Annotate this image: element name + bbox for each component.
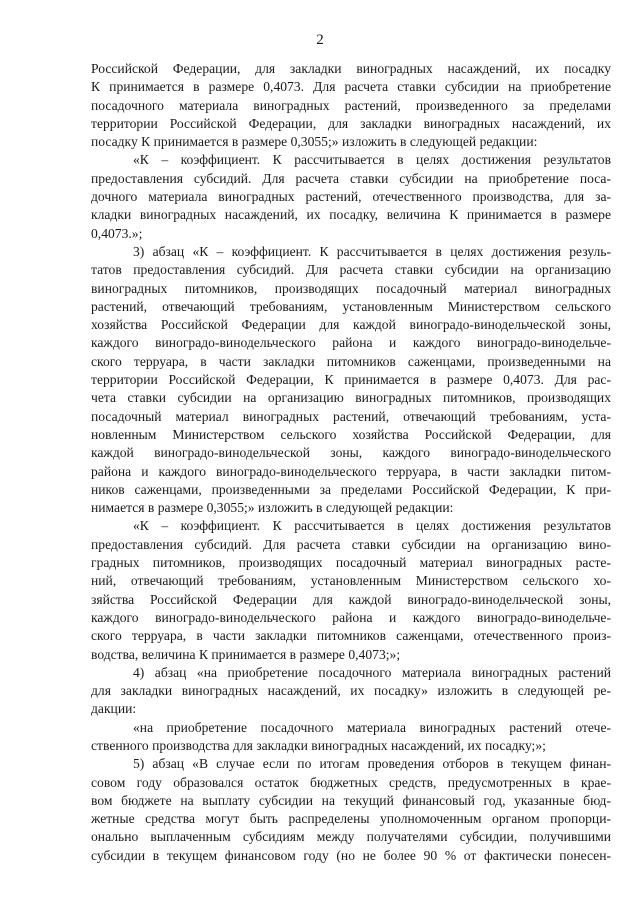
text-line: «К – коэффициент. К рассчитывается в целях достижения результатов <box>133 518 611 534</box>
page-number: 2 <box>316 32 324 48</box>
text-line: предоставления субсидий. Для расчета ставки субсидии на организацию вино- <box>91 536 611 552</box>
text-line: ского терруара, в части закладки питомников саженцами, отечественного произ- <box>91 628 611 644</box>
text-line: К принимается в размере 0,4073. Для расчета ставки субсидии на приобретение <box>91 79 611 95</box>
text-line: предоставления субсидий. Для расчета ставки субсидии на приобретение поса- <box>91 170 611 186</box>
text-line: 5) абзац «В случае если по итогам проведения отборов в текущем финан- <box>133 756 611 772</box>
text-line: татов предоставления субсидий. Для расчета ставки субсидии на организацию <box>91 262 611 278</box>
text-line: дакции: <box>91 701 137 717</box>
text-line: каждой виноградо-винодельческой зоны, каждого виноградо-винодельческого <box>91 445 611 461</box>
text-line: «на приобретение посадочного материала виноградных растений отече- <box>133 719 611 735</box>
text-line: совом году образовался остаток бюджетных средств, предусмотренных в крае- <box>91 774 611 790</box>
text-line: Российской Федерации, для закладки виноградных насаждений, их посадку <box>91 61 611 76</box>
text-line: посадочного материала виноградных растений, произведенного за пределами <box>91 97 611 113</box>
text-line: территории Российской Федерации, К принимается в размере 0,4073. Для рас- <box>91 372 611 388</box>
text-line: 4) абзац «на приобретение посадочного материала виноградных растений <box>133 664 611 680</box>
text-line: водства, величина К принимается в размере 0,4073;»; <box>91 646 401 662</box>
text-line: градных питомников, производящих посадочный материал виноградных расте- <box>91 555 611 571</box>
text-line: чета ставки субсидии на организацию виноградных питомников, производящих <box>91 390 611 406</box>
text-line: нимается в размере 0,3055;» изложить в следующей редакции: <box>91 500 454 516</box>
text-line: жетные средства могут быть распределены уполномоченным органом пропорци- <box>91 811 611 827</box>
text-line: вом бюджете на выплату субсидии на текущий финансовый год, указанные бюд- <box>91 792 611 808</box>
text-line: хозяйства Российской Федерации для каждой виноградо-винодельческой зоны, <box>91 317 611 333</box>
text-line: зяйства Российской Федерации для каждой виноградо-винодельческой зоны, <box>91 591 611 607</box>
text-line: онально выплаченным субсидиям между получателями субсидии, получившими <box>91 829 611 845</box>
document-body <box>91 60 611 865</box>
text-line: для закладки виноградных насаждений, их посадку» изложить в следующей ре- <box>91 683 611 699</box>
text-line: каждого виноградо-винодельческого района и каждого виноградо-винодельче- <box>91 609 611 625</box>
text-line: территории Российской Федерации, для закладки виноградных насаждений, их <box>91 115 611 131</box>
text-line: «К – коэффициент. К рассчитывается в целях достижения результатов <box>133 152 611 168</box>
text-line: ственного производства для закладки виноградных насаждений, их посадку;»; <box>91 737 546 753</box>
text-line: района и каждого виноградо-винодельческого терруара, в части закладки питом- <box>91 463 611 479</box>
text-line: новленным Министерством сельского хозяйства Российской Федерации, для <box>91 426 611 442</box>
text-line: 0,4073.»; <box>91 225 143 241</box>
text-line: каждого виноградо-винодельческого района и каждого виноградо-винодельче- <box>91 335 611 351</box>
text-line: 3) абзац «К – коэффициент. К рассчитывается в целях достижения резуль- <box>133 243 611 259</box>
text-line: ников саженцами, произведенными за пределами Российской Федерации, К при- <box>91 481 611 497</box>
text-line: посадку К принимается в размере 0,3055;» изложить в следующей редакции: <box>91 134 538 150</box>
text-line: посадочный материал виноградных растений, отвечающий требованиям, уста- <box>91 408 611 424</box>
text-line: субсидии в текущем финансовом году (но не более 90 % от фактически понесен- <box>91 847 611 863</box>
text-line: виноградных питомников, производящих посадочный материал виноградных <box>91 280 611 296</box>
text-line: ского терруара, в части закладки питомников саженцами, произведенными на <box>91 353 611 369</box>
text-line: кладки виноградных насаждений, их посадку, величина К принимается в размере <box>91 207 611 223</box>
text-line: растений, отвечающий требованиям, установленным Министерством сельского <box>91 298 611 314</box>
text-line: ний, отвечающий требованиям, установленным Министерством сельского хо- <box>91 573 611 589</box>
text-line: дочного материала виноградных растений, отечественного производства, для за- <box>91 189 611 205</box>
